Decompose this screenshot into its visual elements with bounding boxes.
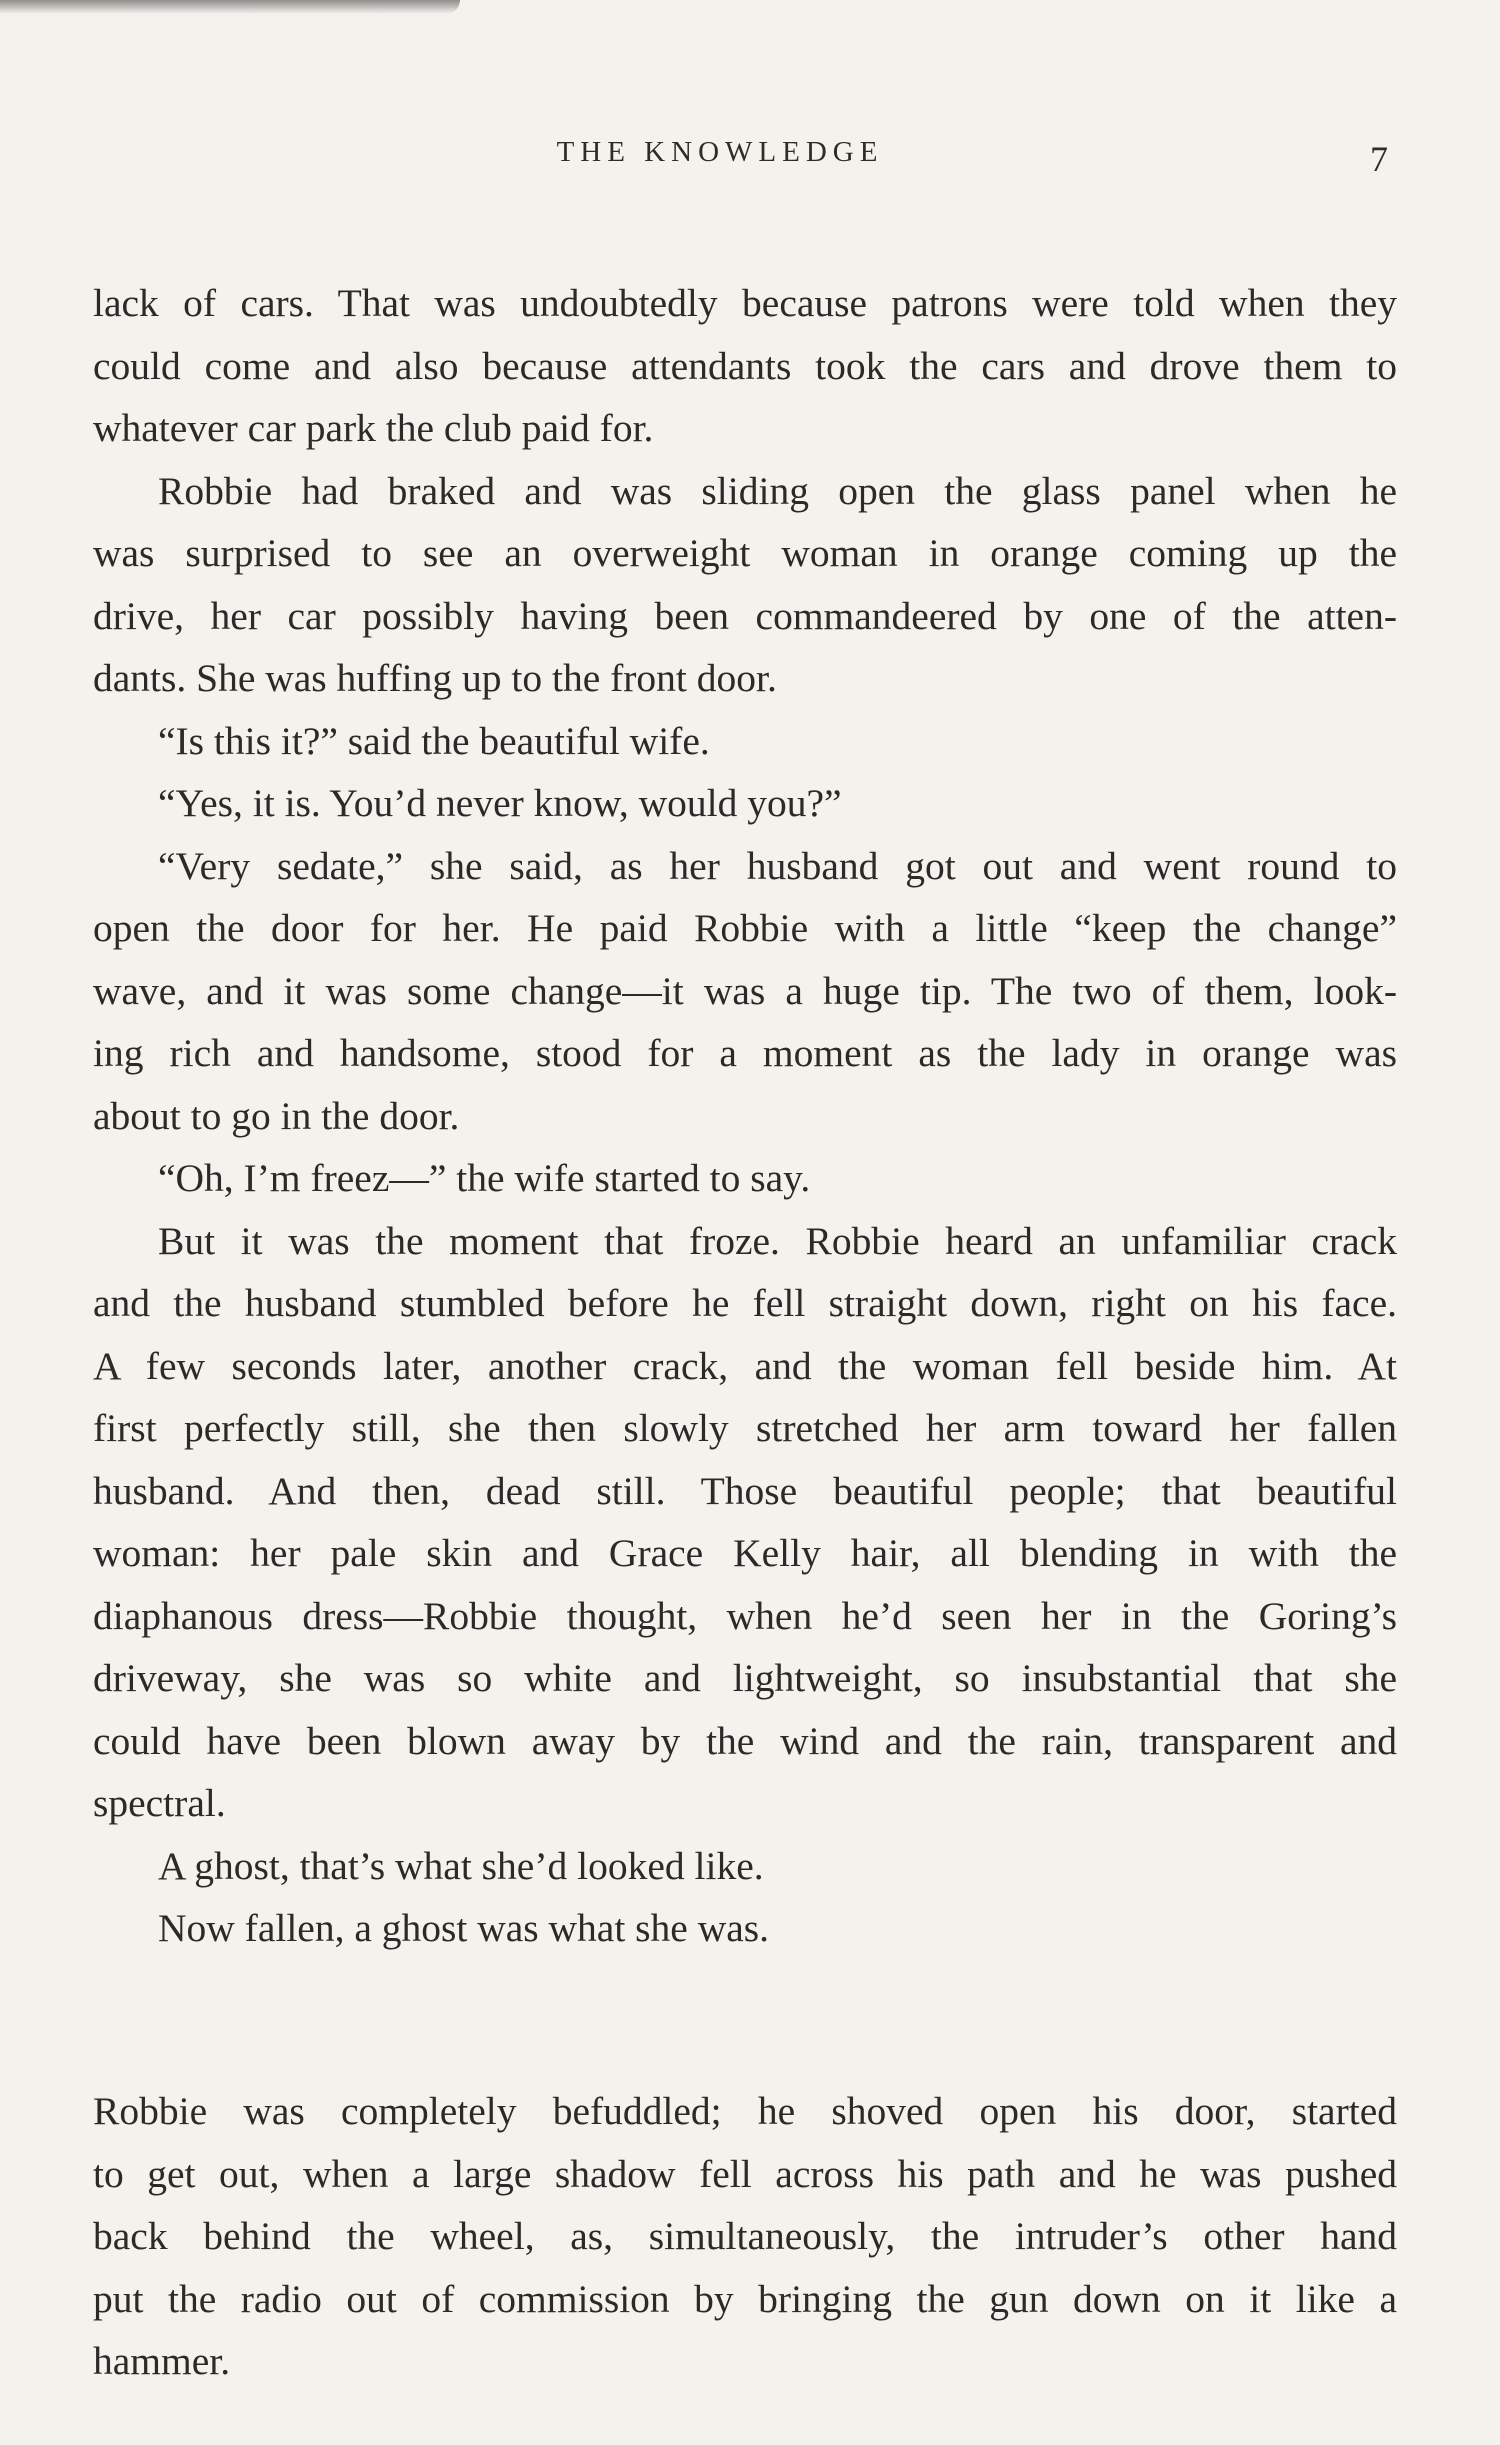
text-line: open the door for her. He paid Robbie with a little “keep the change” (93, 906, 1397, 950)
text-line: husband. And then, dead still. Those beautiful people; that beautiful (93, 1468, 1397, 1513)
text-line: A few seconds later, another crack, and the woman fell beside him. At (93, 1343, 1397, 1388)
text-line: put the radio out of commission by bringing the gun down on it like a (93, 2276, 1397, 2321)
scan-edge-shadow (0, 0, 460, 14)
text-line: to get out, when a large shadow fell across his path and he was pushed (93, 2151, 1397, 2196)
text-line: and the husband stumbled before he fell straight down, right on his face. (93, 1281, 1397, 1325)
text-line: was surprised to see an overweight woman in orange coming up the (93, 531, 1397, 575)
text-line: spectral. (93, 1781, 226, 1825)
text-line: dants. She was huffing up to the front door. (93, 656, 777, 700)
body-text-section-1 (93, 272, 1397, 1960)
text-line: first perfectly still, she then slowly stretched her arm toward her fallen (93, 1406, 1397, 1450)
text-line: could have been blown away by the wind and the rain, transparent and (93, 1718, 1397, 1763)
text-line: driveway, she was so white and lightweight, so insubstantial that she (93, 1656, 1397, 1700)
text-line: “Oh, I’m freez—” the wife started to say. (158, 1156, 811, 1200)
text-line: whatever car park the club paid for. (93, 406, 654, 450)
text-line: drive, her car possibly having been commandeered by one of the atten- (93, 593, 1397, 638)
body-text-section-2 (93, 2080, 1397, 2393)
text-line: hammer. (93, 2339, 231, 2383)
text-line: A ghost, that’s what she’d looked like. (158, 1843, 764, 1888)
text-line: “Is this it?” said the beautiful wife. (158, 718, 710, 763)
text-line: could come and also because attendants took the cars and drove them to (93, 343, 1397, 388)
text-line: Robbie was completely befuddled; he shoved open his door, started (93, 2089, 1397, 2133)
text-line: back behind the wheel, as, simultaneously, the intruder’s other hand (93, 2214, 1397, 2258)
text-line: woman: her pale skin and Grace Kelly hair, all blending in with the (93, 1531, 1397, 1575)
running-head: THE KNOWLEDGE (556, 136, 884, 168)
text-line: “Yes, it is. You’d never know, would you?” (158, 781, 842, 825)
page-number: 7 (1370, 139, 1388, 179)
text-line: Robbie had braked and was sliding open the glass panel when he (158, 468, 1397, 513)
text-line: ing rich and handsome, stood for a moment as the lady in orange was (93, 1031, 1397, 1075)
text-line: wave, and it was some change—it was a huge tip. The two of them, look- (93, 968, 1397, 1013)
text-line: about to go in the door. (93, 1093, 460, 1138)
text-line: But it was the moment that froze. Robbie heard an unfamiliar crack (158, 1218, 1397, 1263)
text-line: Now fallen, a ghost was what she was. (158, 1906, 770, 1950)
text-line: diaphanous dress—Robbie thought, when he’d seen her in the Goring’s (93, 1593, 1397, 1638)
text-line: “Very sedate,” she said, as her husband got out and went round to (158, 843, 1397, 888)
text-line: lack of cars. That was undoubtedly because patrons were told when they (93, 281, 1397, 325)
